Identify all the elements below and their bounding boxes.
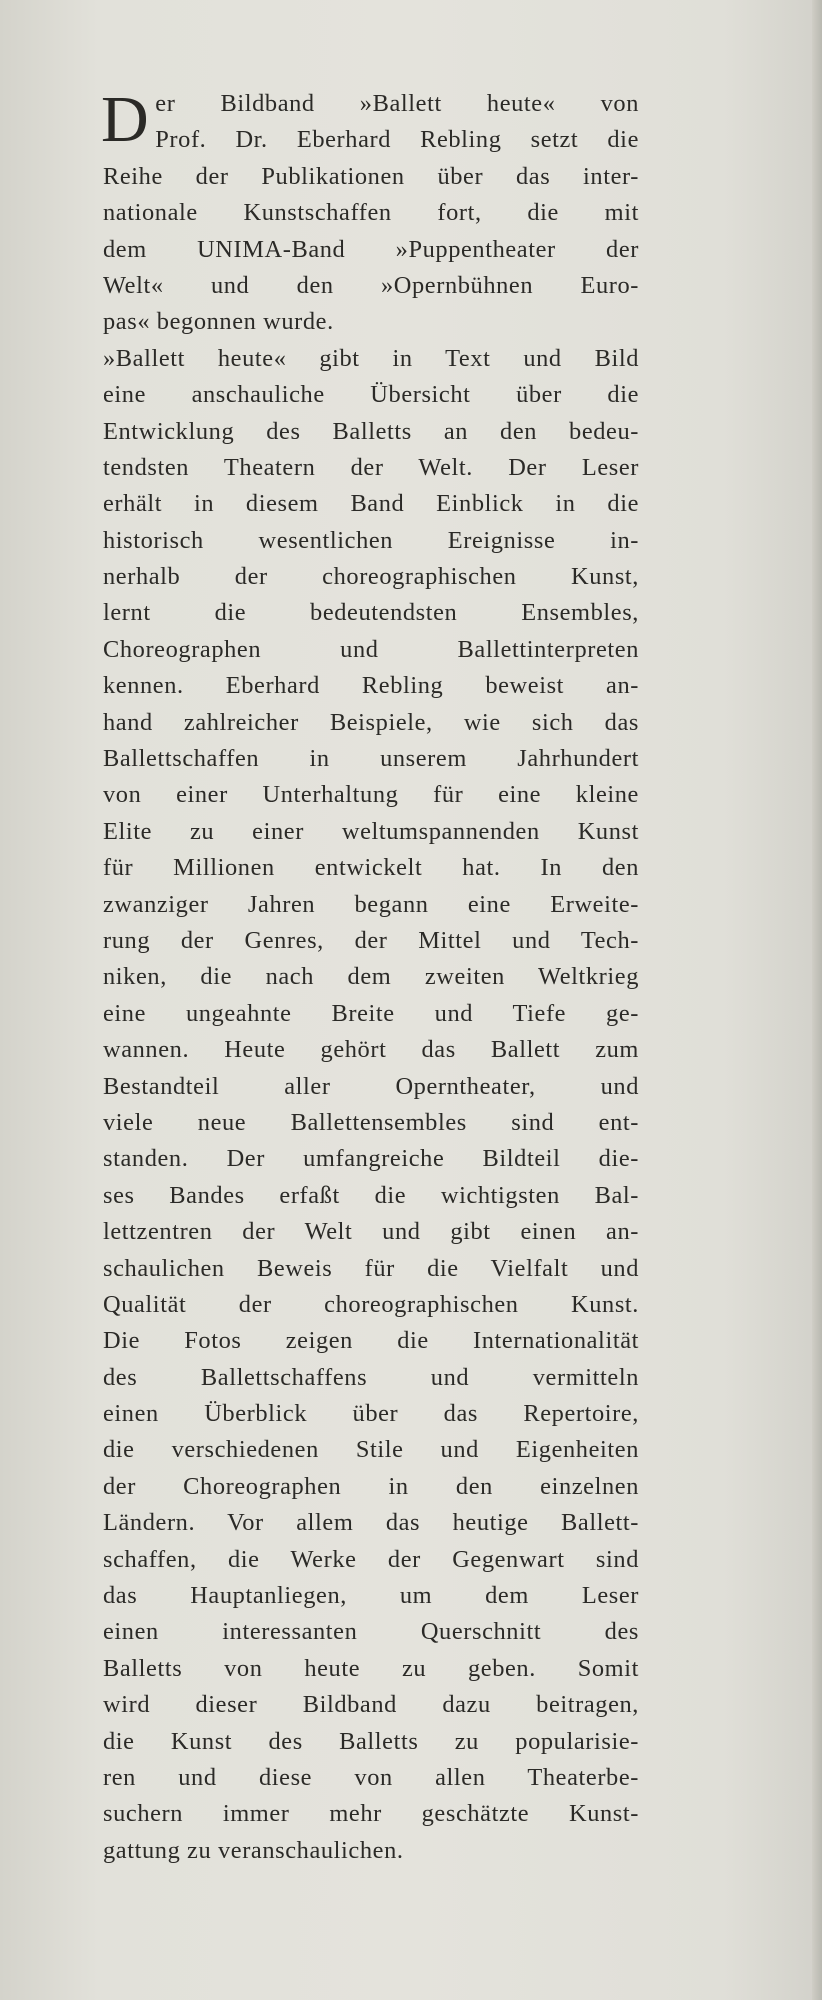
- text-line: suchern immer mehr geschätzte Kunst-: [103, 1800, 639, 1828]
- text-line: dem UNIMA-Band »Puppentheater der: [103, 235, 639, 263]
- text-line: Qualität der choreographischen Kunst.: [103, 1290, 639, 1318]
- text-line: Balletts von heute zu geben. Somit: [103, 1654, 639, 1682]
- text-line: Entwicklung des Balletts an den bedeu-: [103, 417, 639, 445]
- text-line: der Choreographen in den einzelnen: [103, 1472, 639, 1500]
- paragraph-2: [103, 341, 639, 1869]
- text-line: er Bildband »Ballett heute« von: [155, 90, 639, 117]
- text-line: wannen. Heute gehört das Ballett zum: [103, 1036, 639, 1064]
- text-line: Choreographen und Ballettinterpreten: [103, 635, 639, 663]
- text-line: Die Fotos zeigen die Internationalität: [103, 1327, 639, 1355]
- text-line: schaulichen Beweis für die Vielfalt und: [103, 1254, 639, 1282]
- text-line: standen. Der umfangreiche Bildteil die-: [103, 1145, 639, 1173]
- text-line: eine anschauliche Übersicht über die: [103, 381, 639, 409]
- text-line: »Ballett heute« gibt in Text und Bild: [103, 344, 639, 372]
- blurb-text: [101, 83, 639, 1869]
- text-line: ren und diese von allen Theaterbe-: [103, 1763, 639, 1791]
- text-line: einen interessanten Querschnitt des: [103, 1618, 639, 1646]
- text-line: Prof. Dr. Eberhard Rebling setzt die: [155, 126, 639, 154]
- text-line: gattung zu veranschaulichen.: [103, 1836, 404, 1864]
- text-line: einen Überblick über das Repertoire,: [103, 1400, 639, 1428]
- text-line: nerhalb der choreographischen Kunst,: [103, 563, 639, 591]
- text-line: Reihe der Publikationen über das inter-: [103, 162, 639, 190]
- text-line: Ballettschaffen in unserem Jahrhundert: [103, 745, 639, 773]
- text-line: das Hauptanliegen, um dem Leser: [103, 1582, 639, 1610]
- text-line: die Kunst des Balletts zu popularisie-: [103, 1727, 639, 1755]
- text-line: historisch wesentlichen Ereignisse in-: [103, 526, 639, 554]
- text-line: pas« begonnen wurde.: [103, 308, 334, 336]
- text-line: schaffen, die Werke der Gegenwart sind: [103, 1545, 639, 1573]
- text-line: für Millionen entwickelt hat. In den: [103, 854, 639, 882]
- text-line: lettzentren der Welt und gibt einen an-: [103, 1218, 639, 1246]
- text-line: die verschiedenen Stile und Eigenheiten: [103, 1436, 639, 1464]
- text-line: eine ungeahnte Breite und Tiefe ge-: [103, 999, 639, 1027]
- paragraph-1: [101, 83, 639, 341]
- text-line: von einer Unterhaltung für eine kleine: [103, 781, 639, 809]
- text-line: des Ballettschaffens und vermitteln: [103, 1363, 639, 1391]
- text-line: hand zahlreicher Beispiele, wie sich das: [103, 708, 639, 736]
- text-line: Ländern. Vor allem das heutige Ballett-: [103, 1509, 639, 1537]
- text-line: Bestandteil aller Operntheater, und: [103, 1072, 639, 1100]
- text-line: Welt« und den »Opernbühnen Euro-: [103, 271, 639, 299]
- text-line: erhält in diesem Band Einblick in die: [103, 490, 639, 518]
- text-line: ses Bandes erfaßt die wichtigsten Bal-: [103, 1181, 639, 1209]
- text-line: tendsten Theatern der Welt. Der Leser: [103, 453, 639, 481]
- text-line: nationale Kunstschaffen fort, die mit: [103, 199, 639, 227]
- text-line: rung der Genres, der Mittel und Tech-: [103, 926, 639, 954]
- text-line: Elite zu einer weltumspannenden Kunst: [103, 817, 639, 845]
- text-line: lernt die bedeutendsten Ensembles,: [103, 599, 639, 627]
- text-line: niken, die nach dem zweiten Weltkrieg: [103, 963, 639, 991]
- page-edge-shadow: [812, 0, 822, 2000]
- text-line: viele neue Ballettensembles sind ent-: [103, 1108, 639, 1136]
- text-line: wird dieser Bildband dazu beitragen,: [103, 1691, 639, 1719]
- drop-cap: D: [101, 83, 150, 156]
- text-line: kennen. Eberhard Rebling beweist an-: [103, 672, 639, 700]
- text-line: zwanziger Jahren begann eine Erweite-: [103, 890, 639, 918]
